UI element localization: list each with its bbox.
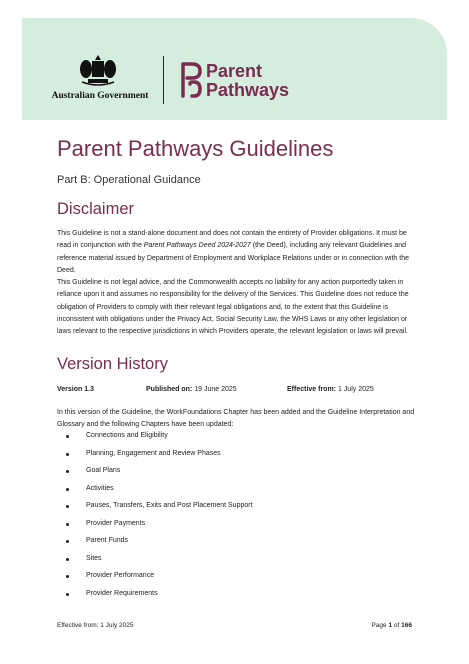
bullet-icon — [66, 453, 69, 456]
bullet-icon — [66, 540, 69, 543]
disclaimer-paragraph-2: This Guideline is not legal advice, and the Commonwealth accepts no liability for any action purportedly taken in reliance upon it and assumes no responsibility for the delivery of the Services. This Guideline does not reduce the obligation of Providers to comply with their relevant legal obligations and, to the extent that this Guideline is inconsistent with obligations under the Privacy Act, Social Security Law, the WHS Laws or any other legislation or laws relevant to the respective jurisdictions in which Providers operate, the relevant legislation or laws will prevail. — [57, 279, 409, 336]
version-intro: In this version of the Guideline, the WorkFoundations Chapter has been added and the Guideline Interpretation and Glossary and the following Chapters have been updated: — [57, 409, 415, 429]
bullet-icon — [66, 575, 69, 578]
bullet-icon — [66, 488, 69, 491]
footer-effective-date: Effective from: 1 July 2025 — [57, 622, 134, 629]
disclaimer-p1-start: This Guideline is not a stand-alone document and does not contain the entirety of Provider obligations. It must be read in conjunction with the — [57, 230, 407, 250]
page-title: Parent Pathways Guidelines — [57, 136, 334, 161]
version-history-heading: Version History — [57, 355, 168, 373]
brand-word-parent: Parent — [206, 61, 263, 81]
bullet-icon — [66, 558, 69, 561]
disclaimer-heading: Disclaimer — [57, 200, 135, 218]
government-name: Australian Government — [51, 91, 149, 101]
bullet-icon — [66, 435, 69, 438]
deed-title: Parent Pathways Deed 2024-2027 — [143, 242, 251, 250]
bullet-icon — [66, 470, 69, 473]
effective-date: Effective from: 1 July 2025 — [287, 386, 374, 393]
page-subtitle: Part B: Operational Guidance — [57, 174, 201, 186]
australian-government-logo — [50, 55, 150, 105]
parent-pathways-logo — [180, 60, 320, 100]
bullet-icon — [66, 505, 69, 508]
version-number: Version 1.3 — [57, 386, 94, 393]
bullet-icon — [66, 523, 69, 526]
disclaimer-paragraph-1 — [57, 228, 419, 277]
brand-word-pathways: Pathways — [206, 80, 290, 100]
bullet-icon — [66, 593, 69, 596]
published-date: Published on: 19 June 2025 — [146, 386, 237, 393]
logo-divider — [163, 56, 164, 104]
page-number: Page 1 of 166 — [371, 622, 412, 629]
disclaimer-p1-end: (the Deed), including any relevant Guidelines and reference material issued by Department of Employment and Workplace Relations under or in connection with the Deed. — [57, 242, 409, 274]
coat-of-arms-icon — [78, 55, 118, 87]
parent-pathways-mark-icon — [180, 60, 204, 100]
